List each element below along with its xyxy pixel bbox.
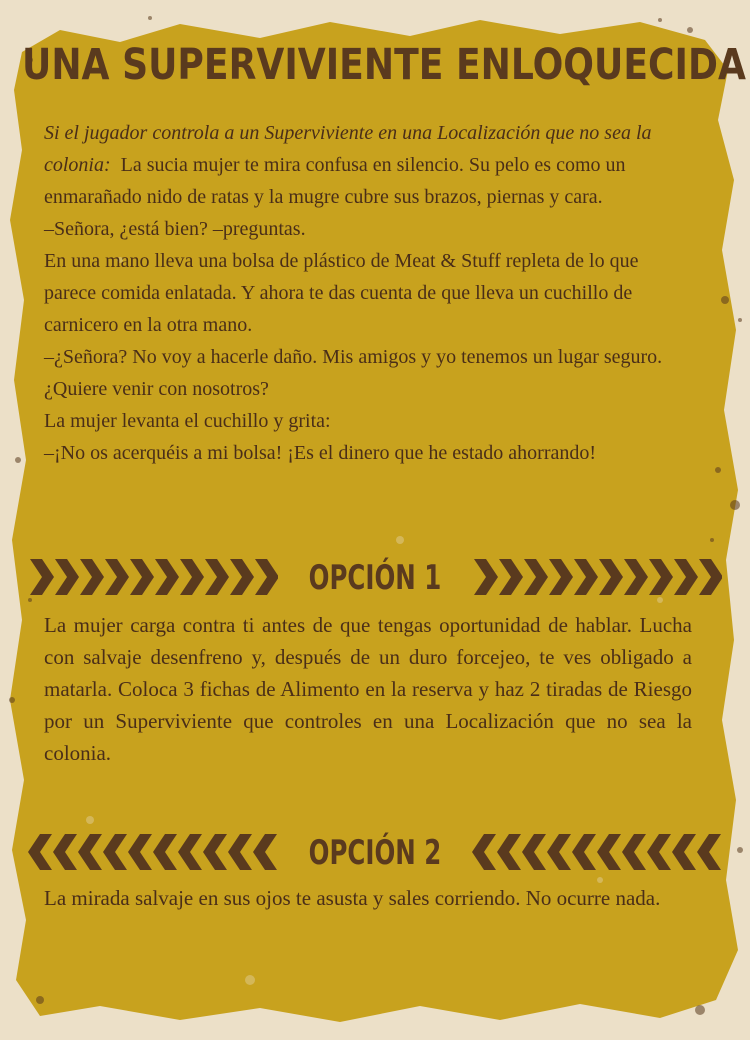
option-2-label: OPCIÓN 2 bbox=[308, 833, 442, 873]
dialogue-line: –¡No os acerquéis a mi bolsa! ¡Es el dinero que he estado ahorrando! bbox=[44, 442, 597, 464]
condition-text: Si el jugador controla a un Superviviente en una Localización que no sea la colonia: bbox=[44, 122, 652, 176]
option-2-divider bbox=[28, 830, 722, 878]
intro-paragraph bbox=[44, 117, 694, 213]
narrative-line: En una mano lleva una bolsa de plástico de Meat & Stuff repleta de lo que parece comida enlatada. Y ahora te das cuenta de que lleva un cuchillo de carnicero en la otra mano. bbox=[44, 250, 639, 336]
narrative-text: La sucia mujer te mira confusa en silencio. Su pelo es como un enmarañado nido de ratas y la mugre cubre sus brazos, piernas y cara. bbox=[44, 154, 626, 208]
option-1-label: OPCIÓN 1 bbox=[308, 558, 442, 598]
dialogue-line: –Señora, ¿está bien? –preguntas. bbox=[44, 218, 306, 240]
chevron-right-icon bbox=[472, 559, 722, 595]
narrative-line: La mujer levanta el cuchillo y grita: bbox=[44, 410, 331, 432]
card-title: UNA SUPERVIVIENTE ENLOQUECIDA bbox=[22, 40, 746, 90]
option-1-text: La mujer carga contra ti antes de que tengas oportunidad de hablar. Lucha con salvaje desenfreno y, después de un duro forcejeo, te ves obligado a matarla. Coloca 3 fichas de Alimento en la reserva y haz 2 tiradas de Riesgo por un Superviviente que controles en una Localización que no sea la colonia. bbox=[44, 613, 692, 765]
dialogue-line: –¿Señora? No voy a hacerle daño. Mis amigos y yo tenemos un lugar seguro. ¿Quiere venir con nosotros? bbox=[44, 346, 663, 400]
option-1-divider bbox=[28, 555, 722, 603]
intro-text bbox=[44, 117, 694, 469]
option-2-text: La mirada salvaje en sus ojos te asusta y sales corriendo. No ocurre nada. bbox=[44, 886, 661, 910]
chevron-left-icon bbox=[472, 834, 722, 870]
